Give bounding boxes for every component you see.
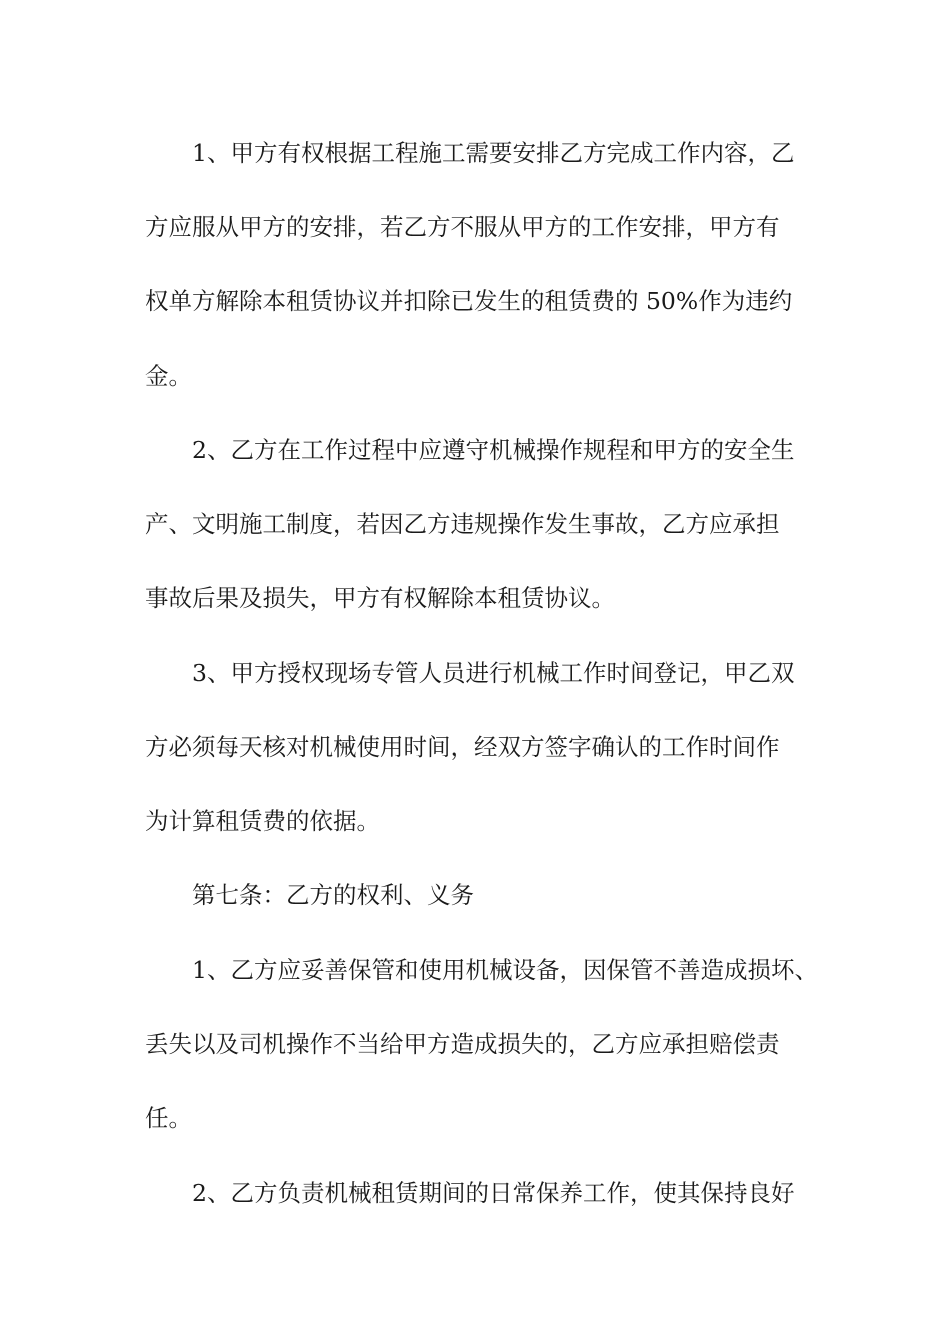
clause-6-1-line-1: 1、甲方有权根据工程施工需要安排乙方完成工作内容，乙 bbox=[192, 139, 795, 167]
clause-7-1-line-3: 任。 bbox=[145, 1104, 192, 1132]
clause-7-2-line-1: 2、乙方负责机械租赁期间的日常保养工作，使其保持良好 bbox=[192, 1179, 795, 1207]
clause-7-1-line-1: 1、乙方应妥善保管和使用机械设备，因保管不善造成损坏、 bbox=[192, 956, 818, 984]
clause-6-3-line-3: 为计算租赁费的依据。 bbox=[145, 807, 380, 835]
clause-6-1-line-3: 权单方解除本租赁协议并扣除已发生的租赁费的 50%作为违约 bbox=[145, 287, 793, 315]
clause-6-3-line-1: 3、甲方授权现场专管人员进行机械工作时间登记，甲乙双 bbox=[192, 659, 795, 687]
clause-6-2-line-1: 2、乙方在工作过程中应遵守机械操作规程和甲方的安全生 bbox=[192, 436, 795, 464]
clause-6-3-line-2: 方必须每天核对机械使用时间，经双方签字确认的工作时间作 bbox=[145, 733, 780, 761]
clause-6-2-line-2: 产、文明施工制度，若因乙方违规操作发生事故，乙方应承担 bbox=[145, 510, 780, 538]
clause-6-2-line-3: 事故后果及损失，甲方有权解除本租赁协议。 bbox=[145, 584, 615, 612]
clause-7-1-line-2: 丢失以及司机操作不当给甲方造成损失的，乙方应承担赔偿责 bbox=[145, 1030, 780, 1058]
article-7-heading: 第七条：乙方的权利、义务 bbox=[192, 881, 474, 909]
clause-6-1-line-2: 方应服从甲方的安排，若乙方不服从甲方的工作安排，甲方有 bbox=[145, 213, 780, 241]
clause-6-1-line-4: 金。 bbox=[145, 362, 192, 390]
